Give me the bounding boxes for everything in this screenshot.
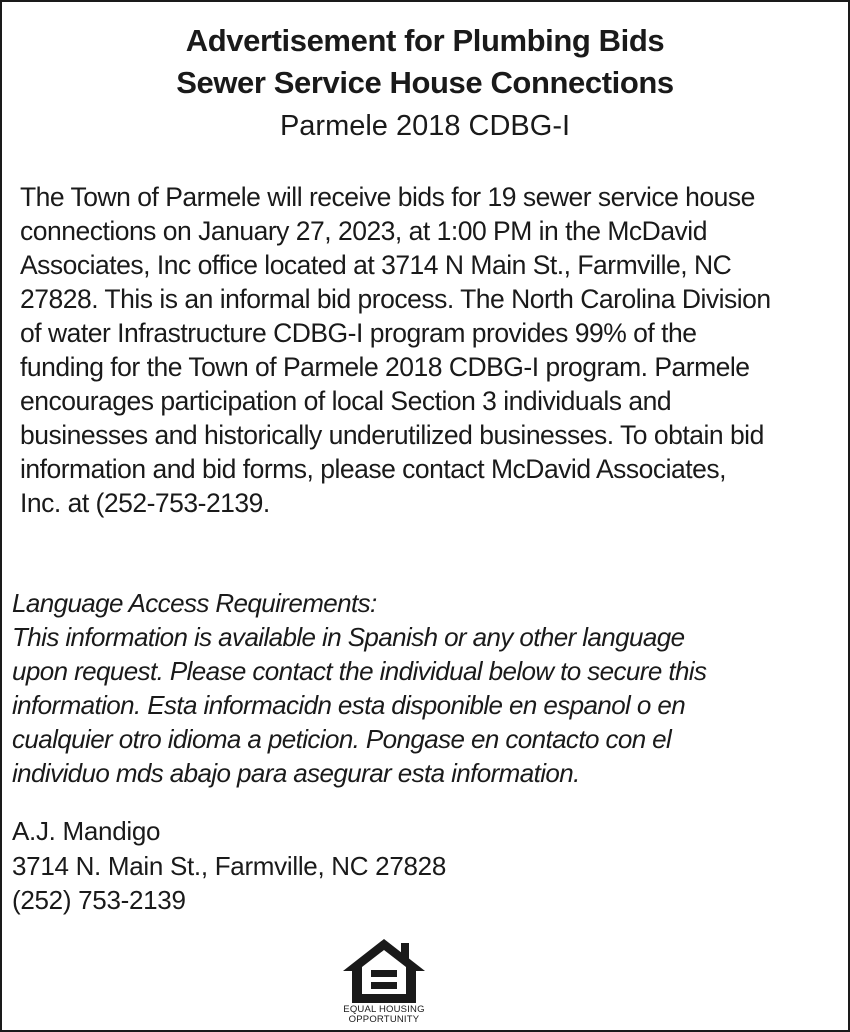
contact-block (12, 814, 842, 918)
language-access-heading: Language Access Requirements: (12, 588, 377, 618)
paragraph-line: information. Esta informacidn esta disponible en espanol o en (12, 690, 686, 720)
paragraph-line: The Town of Parmele will receive bids for 19 sewer service house (20, 182, 755, 212)
bid-announcement-paragraph (20, 180, 840, 520)
ad-title: Advertisement for Plumbing Bids (185, 23, 665, 58)
paragraph-line: Associates, Inc office located at 3714 N Main St., Farmville, NC (20, 250, 732, 280)
paragraph-line: individuo mds abajo para asegurar esta information. (12, 758, 580, 788)
paragraph-line: upon request. Please contact the individual below to secure this (12, 656, 707, 686)
ad-title-line-2: Sewer Service House Connections (176, 65, 674, 100)
paragraph-line: of water Infrastructure CDBG-I program provides 99% of the (20, 318, 697, 348)
contact-address: 3714 N. Main St., Farmville, NC 27828 (12, 850, 446, 881)
paragraph-line: Inc. at (252-753-2139. (20, 488, 270, 518)
paragraph-line: businesses and historically underutilized businesses. To obtain bid (20, 420, 764, 450)
paragraph-line: encourages participation of local Section 3 individuals and (20, 386, 672, 416)
logo-text-line-2: OPPORTUNITY (348, 1014, 420, 1025)
ad-subtitle: Parmele 2018 CDBG-I (279, 110, 571, 142)
paragraph-line: 27828. This is an informal bid process. The North Carolina Division (20, 284, 771, 314)
contact-name: A.J. Mandigo (12, 816, 161, 846)
equal-housing-logo (339, 937, 429, 1029)
equal-housing-opportunity-icon (341, 937, 427, 1005)
paragraph-line: connections on January 27, 2023, at 1:00 PM in the McDavid (20, 216, 707, 246)
contact-phone: (252) 753-2139 (12, 885, 186, 915)
language-access-paragraph (12, 586, 842, 790)
logo-text-line-1: EQUAL HOUSING (343, 1004, 425, 1015)
paragraph-line: funding for the Town of Parmele 2018 CDBG-I program. Parmele (20, 352, 750, 382)
paragraph-line: information and bid forms, please contact McDavid Associates, (20, 454, 726, 484)
paragraph-line: cualquier otro idioma a peticion. Pongase en contacto con el (12, 724, 672, 754)
paragraph-line: This information is available in Spanish or any other language (12, 622, 685, 652)
